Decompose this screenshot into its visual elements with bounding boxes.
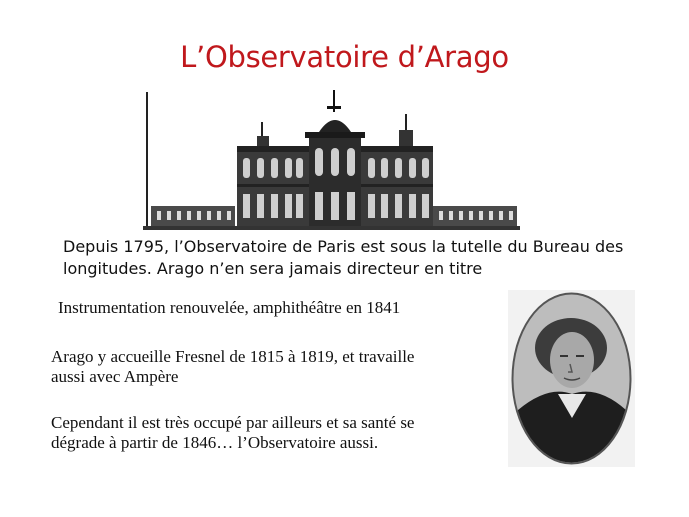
intro-paragraph	[63, 236, 653, 280]
slide-title: L’Observatoire d’Arago	[180, 40, 509, 74]
health-paragraph	[51, 413, 491, 453]
fresnel-line: Arago y accueille Fresnel de 1815 à 1819, et travaille	[51, 347, 415, 366]
intro-line: longitudes. Arago n’en sera jamais directeur en titre	[63, 259, 483, 278]
health-line: Cependant il est très occupé par ailleurs et sa santé se	[51, 413, 415, 432]
instrumentation-text: Instrumentation renouvelée, amphithéâtre en 1841	[58, 298, 401, 317]
health-line: dégrade à partir de 1846… l’Observatoire aussi.	[51, 433, 379, 452]
intro-line: Depuis 1795, l’Observatoire de Paris est sous la tutelle du Bureau des	[63, 237, 624, 256]
fresnel-line: aussi avec Ampère	[51, 367, 179, 386]
arago-portrait	[508, 290, 635, 467]
observatory-engraving	[143, 88, 520, 230]
fresnel-paragraph	[51, 347, 491, 387]
